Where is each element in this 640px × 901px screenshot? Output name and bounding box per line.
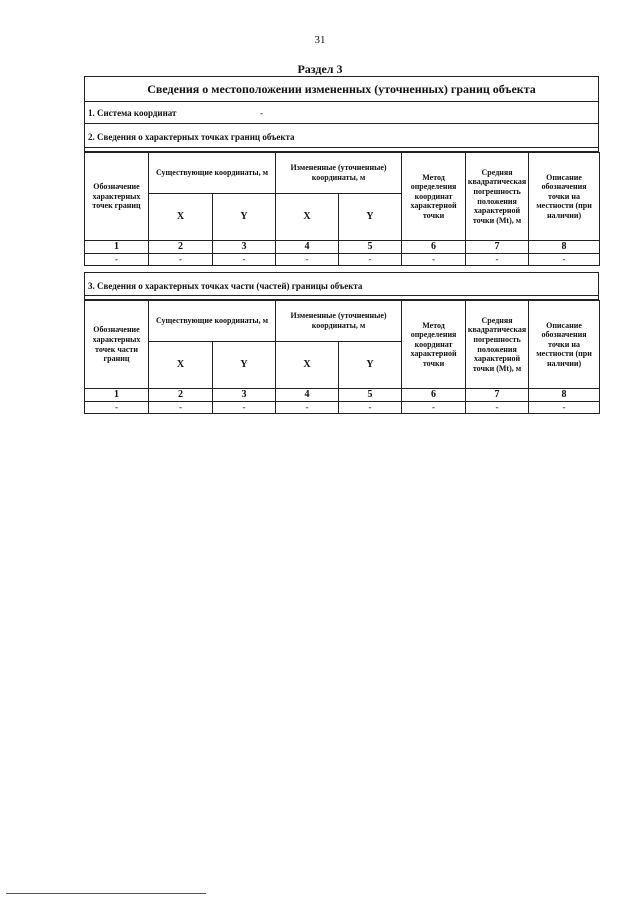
table-cell: - [339,402,402,414]
header-error: Средняя квадратическая погрешность положения характерной точки (Mt), м [466,301,529,389]
column-number: 5 [339,241,402,254]
section2-table [84,152,600,266]
section3-header-row [85,301,600,342]
header-method: Метод определения координат характерной точки [402,153,466,241]
column-number: 1 [85,241,149,254]
header-designation: Обозначение характерных точек границ [85,153,149,241]
table-cell: - [85,254,149,266]
header-y-existing: Y [213,194,276,241]
coordinate-system-label: 1. Система координат [88,108,177,118]
header-x-existing: X [149,342,213,389]
coordinate-system-row [84,102,599,124]
header-x-existing: X [149,194,213,241]
form-title: Сведения о местоположении измененных (уточненных) границ объекта [84,76,599,102]
section-label: Раздел 3 [297,62,343,76]
coordinate-system-value: - [260,108,263,118]
section3-table [84,300,600,414]
column-number: 2 [149,389,213,402]
section3-heading: 3. Сведения о характерных точках части (частей) границы объекта [84,272,599,296]
column-number: 4 [276,241,339,254]
header-y-changed: Y [339,194,402,241]
column-number: 4 [276,389,339,402]
section2-number-row [85,241,600,254]
header-x-changed: X [276,342,339,389]
header-existing: Существующие координаты, м [149,301,276,342]
table-cell: - [529,254,600,266]
column-number: 5 [339,389,402,402]
column-number: 3 [213,389,276,402]
section3-number-row [85,389,600,402]
table-row [85,402,600,414]
table-cell: - [466,402,529,414]
header-designation: Обозначение характерных точек части границ [85,301,149,389]
table-cell: - [276,254,339,266]
header-existing: Существующие координаты, м [149,153,276,194]
table-cell: - [466,254,529,266]
document-form [84,76,599,414]
table-cell: - [402,402,466,414]
header-x-changed: X [276,194,339,241]
column-number: 2 [149,241,213,254]
column-number: 6 [402,241,466,254]
section2-heading: 2. Сведения о характерных точках границ объекта [84,124,599,148]
table-cell: - [402,254,466,266]
page-number: 31 [314,34,326,46]
header-changed: Измененные (уточненные) координаты, м [276,153,402,194]
header-description: Описание обозначения точки на местности (при наличии) [529,153,600,241]
column-number: 7 [466,241,529,254]
table-cell: - [149,402,213,414]
table-cell: - [276,402,339,414]
table-cell: - [213,402,276,414]
table-cell: - [149,254,213,266]
column-number: 7 [466,389,529,402]
header-y-changed: Y [339,342,402,389]
header-changed: Измененные (уточненные) координаты, м [276,301,402,342]
header-error: Средняя квадратическая погрешность положения характерной точки (Mt), м [466,153,529,241]
column-number: 8 [529,241,600,254]
column-number: 6 [402,389,466,402]
footnote-rule [6,893,206,894]
table-cell: - [213,254,276,266]
table-row [85,254,600,266]
header-y-existing: Y [213,342,276,389]
table-cell: - [339,254,402,266]
header-description: Описание обозначения точки на местности (при наличии) [529,301,600,389]
table-cell: - [529,402,600,414]
column-number: 1 [85,389,149,402]
column-number: 8 [529,389,600,402]
table-cell: - [85,402,149,414]
section2-header-row [85,153,600,194]
header-method: Метод определения координат характерной точки [402,301,466,389]
column-number: 3 [213,241,276,254]
